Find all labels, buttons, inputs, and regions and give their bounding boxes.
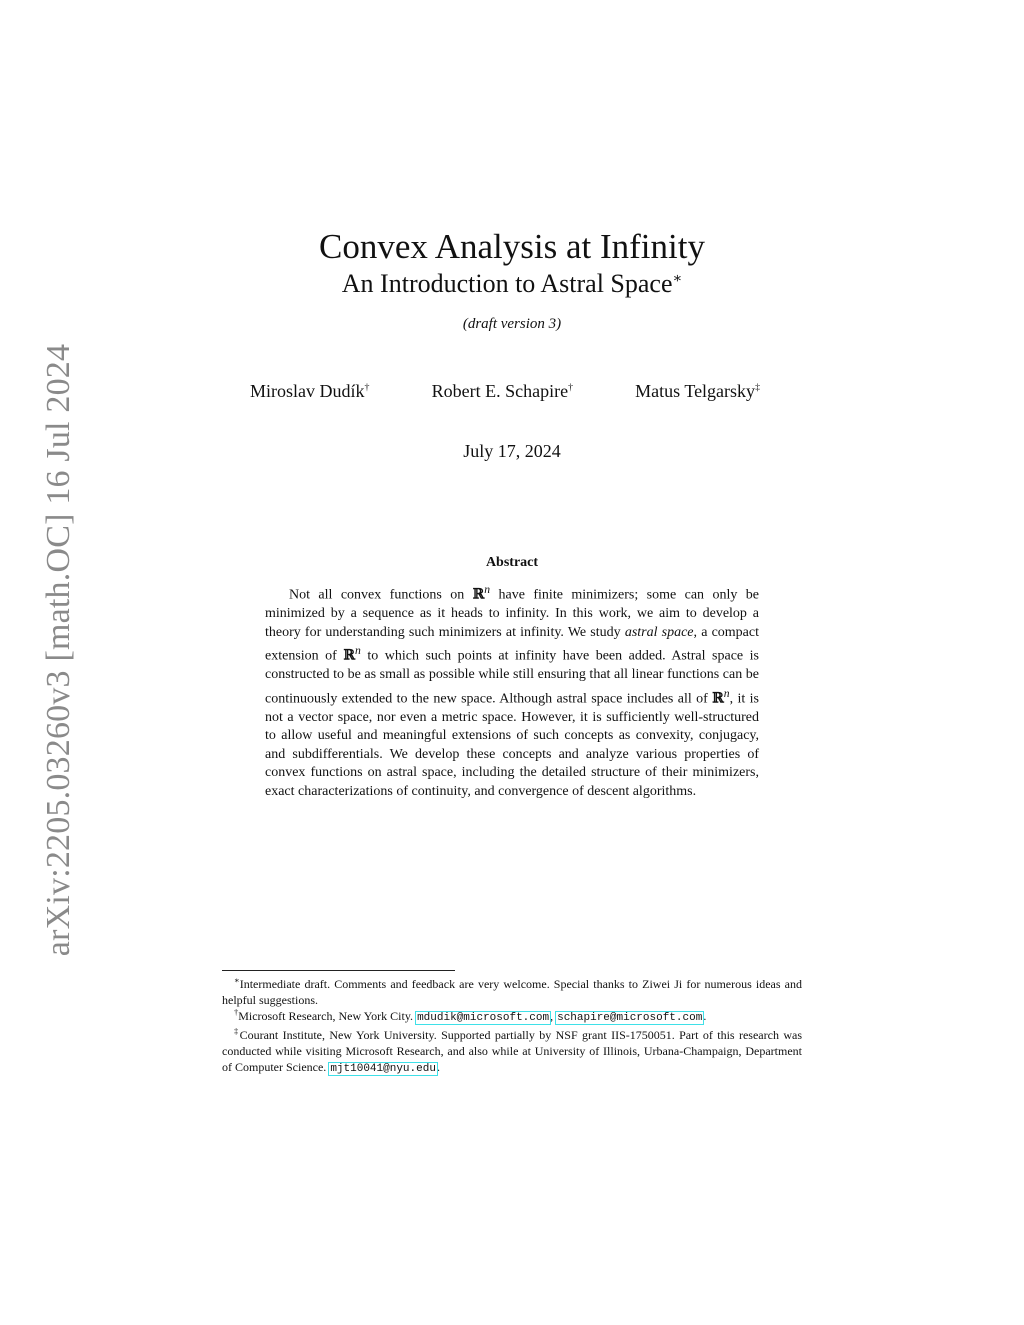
email-link-mjt[interactable]: mjt10041@nyu.edu — [330, 1063, 436, 1076]
email-link-schapire[interactable]: schapire@microsoft.com — [557, 1012, 703, 1025]
abstract-heading: Abstract — [485, 555, 539, 570]
paper-subtitle — [0, 267, 1024, 301]
footnote-draft: ∗Intermediate draft. Comments and feedback are very welcome. Special thanks to Ziwei Ji for numerous ideas and helpful suggestions. — [222, 976, 802, 1008]
reals-symbol: ℝ — [343, 647, 355, 664]
reals-symbol: ℝ — [472, 586, 485, 603]
subtitle-footnote-mark: ∗ — [672, 270, 683, 287]
paper-date: July 17, 2024 — [463, 441, 561, 461]
author-schapire: Robert E. Schapire† — [431, 381, 573, 401]
footnote-courant: ‡Courant Institute, New York University. Supported partially by NSF grant IIS-1750051. Part of this research was conducted while visiting Microsoft Research, and also while at University of Illinois, Urbana-Champaign, Department of Computer Science. mjt10041@nyu.edu. — [222, 1026, 803, 1076]
author-list — [250, 381, 760, 402]
footnote-divider — [222, 970, 455, 971]
astral-space-term: astral space — [624, 624, 694, 640]
email-link-mdudik[interactable]: mdudik@microsoft.com — [417, 1012, 550, 1025]
author-dudik: Miroslav Dudík† — [250, 381, 370, 401]
draft-version-note: (draft version 3) — [462, 316, 562, 332]
footnote-microsoft: †Microsoft Research, New York City. mdudik@microsoft.com, schapire@microsoft.com. — [234, 1008, 707, 1025]
author-telgarsky: Matus Telgarsky‡ — [635, 381, 760, 401]
arxiv-identifier-stamp: arXiv:2205.03260v3 [math.OC] 16 Jul 2024 — [40, 343, 77, 957]
subtitle-text: An Introduction to Astral Space — [341, 269, 673, 298]
abstract-body: Not all convex functions on ℝ$^n$ have finite minimizers; some can only be minimized by a sequence as it heads to infinity. In this work, we aim to develop a theory for understanding such minimizers at infinity. We study astral space, a compact extension of ℝ$^n$ to which such points at infinity have been added. Astral space is constructed to be as small as possible while still ensuring that all linear functions can be continuously extended to the new space. Although astral space includes all of ℝ$^n$, it is not a vector space, nor even a metric space. However, it is sufficiently well-structured to allow useful and meaningful extensions of such concepts as convexity, conjugacy, and subdifferentials. We develop these concepts and analyze various properties of convex functions on astral space, including the detailed structure of their minimizers, exact characterizations of continuity, and convergence of descent algorithms. — [265, 583, 759, 799]
paper-title: Convex Analysis at Infinity — [319, 227, 705, 266]
footnotes — [222, 976, 802, 1077]
reals-symbol: ℝ — [712, 690, 724, 707]
